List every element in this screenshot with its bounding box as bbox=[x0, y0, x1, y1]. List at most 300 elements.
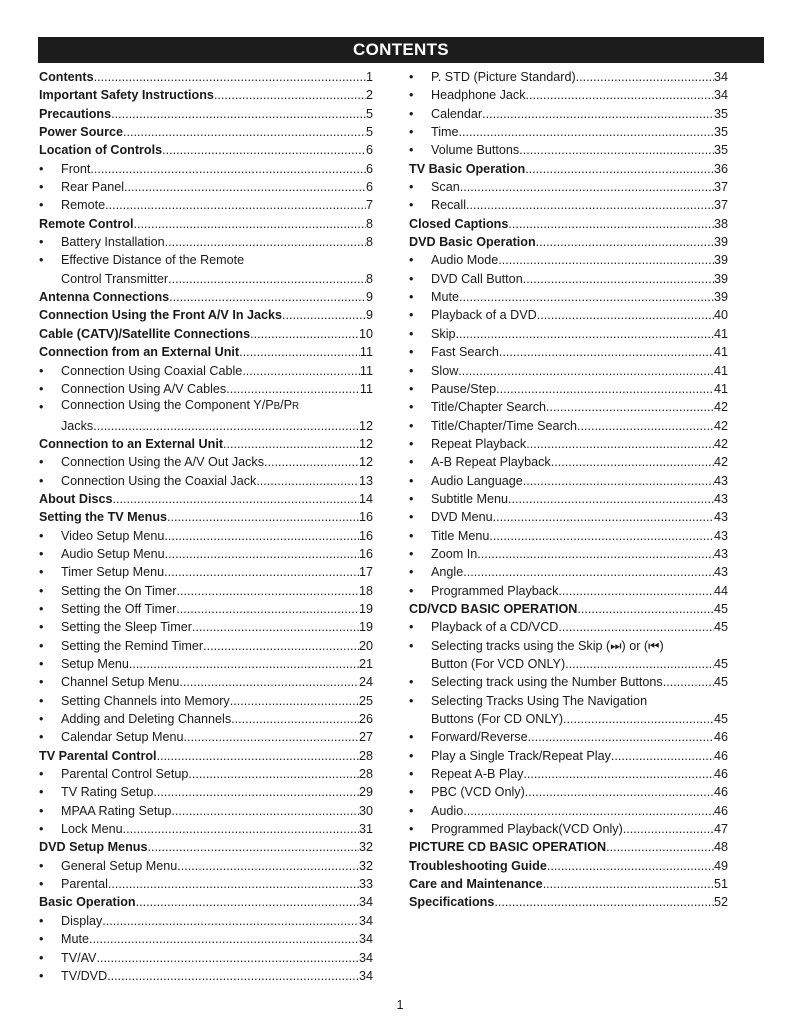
entry-title: P. STD (Picture Standard) bbox=[431, 70, 576, 84]
toc-heading[interactable] bbox=[39, 105, 373, 123]
dot-leader bbox=[147, 838, 359, 856]
toc-entry[interactable] bbox=[409, 820, 728, 838]
skip-next-icon: ⏭ bbox=[610, 638, 622, 653]
toc-heading[interactable] bbox=[39, 435, 373, 453]
toc-heading[interactable] bbox=[39, 86, 373, 104]
toc-entry[interactable] bbox=[409, 637, 728, 655]
dot-leader bbox=[463, 802, 714, 820]
dot-leader bbox=[239, 343, 360, 361]
bullet-marker: • bbox=[409, 381, 414, 396]
entry-title: Connection Using the Front A/V In Jacks bbox=[39, 308, 283, 323]
bullet-marker: • bbox=[409, 88, 414, 103]
bullet-marker: • bbox=[39, 968, 44, 983]
dot-leader bbox=[167, 508, 359, 526]
bullet-marker: • bbox=[39, 693, 44, 708]
toc-entry[interactable] bbox=[39, 527, 373, 545]
toc-entry[interactable] bbox=[39, 802, 373, 820]
entry-page-number: 34 bbox=[358, 913, 373, 928]
toc-entry[interactable] bbox=[409, 435, 728, 453]
entry-title: Connection to an External Unit bbox=[39, 436, 224, 451]
toc-entry[interactable] bbox=[39, 967, 373, 985]
toc-entry[interactable] bbox=[409, 453, 728, 471]
entry-page-number: 42 bbox=[713, 400, 728, 415]
dot-leader bbox=[184, 728, 359, 746]
entry-title: TV/DVD bbox=[61, 968, 108, 983]
bullet-marker: • bbox=[39, 767, 44, 782]
bullet-marker: • bbox=[39, 950, 44, 965]
entry-page-number: 12 bbox=[358, 418, 373, 433]
entry-page-number: 8 bbox=[365, 235, 373, 250]
toc-entry[interactable] bbox=[409, 251, 728, 269]
entry-title: Timer Setup Menu bbox=[61, 565, 165, 580]
dot-leader bbox=[577, 417, 714, 435]
toc-entry[interactable] bbox=[409, 105, 728, 123]
toc-heading[interactable] bbox=[39, 123, 373, 141]
entry-title: Channel Setup Menu bbox=[61, 675, 180, 690]
entry-title: Important Safety Instructions bbox=[39, 88, 214, 103]
toc-entry[interactable] bbox=[409, 802, 728, 820]
entry-title: TV Basic Operation bbox=[409, 161, 526, 176]
entry-title-text: ) bbox=[659, 638, 664, 653]
dot-leader bbox=[611, 747, 714, 765]
entry-page-number: 45 bbox=[713, 620, 728, 635]
entry-page-number: 42 bbox=[713, 455, 728, 470]
entry-page-number: 7 bbox=[365, 198, 373, 213]
dot-leader bbox=[112, 490, 359, 508]
bullet-marker: • bbox=[409, 345, 414, 360]
toc-heading[interactable] bbox=[409, 838, 728, 856]
dot-leader bbox=[489, 527, 714, 545]
entry-title: DVD Basic Operation bbox=[409, 235, 536, 250]
toc-heading[interactable] bbox=[409, 600, 728, 618]
toc-entry[interactable] bbox=[39, 857, 373, 875]
entry-title: Scan bbox=[431, 180, 460, 195]
bullet-marker: • bbox=[39, 803, 44, 818]
entry-title: Setting the TV Menus bbox=[39, 510, 168, 525]
entry-title: Display bbox=[61, 913, 103, 928]
entry-title: Troubleshooting Guide bbox=[409, 858, 547, 873]
entry-title: Playback of a CD/VCD bbox=[431, 620, 559, 635]
toc-entry[interactable] bbox=[409, 747, 728, 765]
dot-leader bbox=[459, 123, 714, 141]
entry-title: Repeat Playback bbox=[431, 436, 527, 451]
entry-page-number: 28 bbox=[358, 748, 373, 763]
entry-page-number: 41 bbox=[713, 345, 728, 360]
entry-page-number: 6 bbox=[365, 161, 373, 176]
entry-page-number: 25 bbox=[358, 693, 373, 708]
dot-leader bbox=[188, 765, 359, 783]
toc-entry[interactable] bbox=[409, 655, 728, 673]
entry-page-number: 6 bbox=[365, 180, 373, 195]
entry-page-number: 16 bbox=[358, 510, 373, 525]
entry-page-number: 39 bbox=[713, 235, 728, 250]
dot-leader bbox=[223, 435, 359, 453]
toc-heading[interactable] bbox=[39, 141, 373, 159]
entry-page-number: 39 bbox=[713, 290, 728, 305]
entry-title: Calendar bbox=[431, 106, 483, 121]
entry-page-number: 46 bbox=[713, 803, 728, 818]
dot-leader bbox=[282, 306, 366, 324]
entry-title: Setting Channels into Memory bbox=[61, 693, 230, 708]
entry-title: Basic Operation bbox=[39, 895, 136, 910]
entry-page-number: 9 bbox=[365, 290, 373, 305]
toc-entry[interactable] bbox=[409, 306, 728, 324]
entry-title: Connection Using A/V Cables bbox=[61, 381, 227, 396]
toc-entry[interactable] bbox=[409, 288, 728, 306]
entry-title: Programmed Playback bbox=[431, 583, 559, 598]
toc-heading[interactable] bbox=[409, 215, 728, 233]
entry-title: Setting the On Timer bbox=[61, 583, 177, 598]
entry-page-number: 30 bbox=[358, 803, 373, 818]
toc-entry[interactable] bbox=[39, 453, 373, 471]
toc-entry[interactable] bbox=[409, 545, 728, 563]
entry-title: Location of Controls bbox=[39, 143, 163, 158]
entry-page-number: 18 bbox=[358, 583, 373, 598]
dot-leader bbox=[136, 893, 359, 911]
entry-title: Title/Chapter Search bbox=[431, 400, 547, 415]
entry-page-number: 39 bbox=[713, 253, 728, 268]
toc-entry[interactable] bbox=[39, 618, 373, 636]
dot-leader bbox=[526, 435, 714, 453]
toc-entry[interactable] bbox=[39, 673, 373, 691]
bullet-marker: • bbox=[409, 363, 414, 378]
entry-title: Battery Installation bbox=[61, 235, 165, 250]
toc-entry[interactable] bbox=[39, 417, 373, 435]
bullet-marker: • bbox=[39, 785, 44, 800]
toc-entry[interactable] bbox=[409, 508, 728, 526]
toc-entry[interactable] bbox=[39, 637, 373, 655]
entry-page-number: 31 bbox=[358, 822, 373, 837]
entry-page-number: 41 bbox=[713, 363, 728, 378]
toc-entry[interactable] bbox=[409, 270, 728, 288]
toc-entry[interactable] bbox=[39, 160, 373, 178]
toc-entry[interactable] bbox=[39, 251, 373, 269]
entry-page-number: 33 bbox=[358, 877, 373, 892]
entry-title: Audio Mode bbox=[431, 253, 499, 268]
entry-page-number: 21 bbox=[358, 657, 373, 671]
toc-entry[interactable] bbox=[409, 472, 728, 490]
bullet-marker: • bbox=[39, 657, 44, 671]
entry-page-number: 34 bbox=[358, 968, 373, 983]
entry-page-number: 5 bbox=[365, 106, 373, 121]
bullet-marker: • bbox=[39, 858, 44, 873]
entry-title: Play a Single Track/Repeat Play bbox=[431, 748, 611, 763]
bullet-marker: • bbox=[39, 546, 44, 561]
toc-entry[interactable] bbox=[409, 710, 728, 728]
toc-right-column bbox=[409, 68, 728, 912]
bullet-marker: • bbox=[39, 932, 44, 947]
toc-entry[interactable] bbox=[39, 398, 373, 416]
entry-title: Mute bbox=[431, 290, 459, 305]
bullet-marker: • bbox=[409, 290, 414, 305]
entry-page-number: 49 bbox=[713, 858, 728, 873]
entry-page-number: 13 bbox=[358, 473, 373, 488]
dot-leader bbox=[482, 105, 714, 123]
entry-page-number: 35 bbox=[713, 125, 728, 140]
bullet-marker: • bbox=[39, 235, 44, 250]
toc-heading[interactable] bbox=[39, 215, 373, 233]
entry-page-number: 12 bbox=[358, 436, 373, 451]
dot-leader bbox=[523, 765, 714, 783]
entry-title: Pause/Step bbox=[431, 381, 497, 396]
bullet-marker: • bbox=[409, 198, 414, 213]
entry-page-number: 12 bbox=[358, 455, 373, 470]
bullet-marker: • bbox=[409, 143, 414, 158]
toc-entry[interactable] bbox=[409, 417, 728, 435]
bullet-marker: • bbox=[39, 161, 44, 176]
toc-entry[interactable] bbox=[409, 196, 728, 214]
toc-entry[interactable] bbox=[39, 949, 373, 967]
toc-entry[interactable] bbox=[409, 765, 728, 783]
entry-page-number: 19 bbox=[358, 620, 373, 635]
dot-leader bbox=[498, 251, 714, 269]
bullet-marker: • bbox=[39, 400, 44, 415]
entry-page-number: 46 bbox=[713, 748, 728, 763]
bullet-marker: • bbox=[409, 308, 414, 323]
toc-heading[interactable] bbox=[39, 747, 373, 765]
bullet-marker: • bbox=[39, 712, 44, 727]
entry-page-number: 46 bbox=[713, 767, 728, 782]
dot-leader bbox=[157, 747, 359, 765]
toc-entry[interactable] bbox=[409, 692, 728, 710]
toc-entry[interactable] bbox=[409, 618, 728, 636]
bullet-marker: • bbox=[409, 693, 414, 708]
toc-entry[interactable] bbox=[409, 673, 728, 691]
entry-title: Connection from an External Unit bbox=[39, 345, 240, 360]
dot-leader bbox=[214, 86, 366, 104]
entry-title: Playback of a DVD bbox=[431, 308, 537, 323]
toc-entry[interactable] bbox=[409, 141, 728, 159]
toc-heading[interactable] bbox=[39, 490, 373, 508]
toc-entry[interactable] bbox=[409, 728, 728, 746]
bullet-marker: • bbox=[409, 125, 414, 140]
toc-heading[interactable] bbox=[39, 288, 373, 306]
toc-entry[interactable] bbox=[39, 765, 373, 783]
dot-leader bbox=[558, 618, 714, 636]
toc-heading[interactable] bbox=[409, 893, 728, 911]
dot-leader bbox=[164, 527, 359, 545]
toc-entry[interactable] bbox=[39, 472, 373, 490]
bullet-marker: • bbox=[409, 106, 414, 121]
toc-entry[interactable] bbox=[409, 343, 728, 361]
toc-entry[interactable] bbox=[39, 655, 373, 673]
entry-title: Remote Control bbox=[39, 216, 134, 231]
entry-title: Setting the Remind Timer bbox=[61, 638, 204, 653]
toc-heading[interactable] bbox=[39, 325, 373, 343]
entry-page-number: 35 bbox=[713, 143, 728, 158]
toc-heading[interactable] bbox=[409, 857, 728, 875]
toc-heading[interactable] bbox=[39, 343, 373, 361]
toc-entry[interactable] bbox=[409, 68, 728, 86]
entry-page-number: 34 bbox=[358, 932, 373, 947]
dot-leader bbox=[93, 417, 359, 435]
bullet-marker: • bbox=[39, 601, 44, 616]
dot-leader bbox=[102, 912, 359, 930]
bullet-marker: • bbox=[409, 510, 414, 525]
entry-title: Specifications bbox=[409, 895, 495, 910]
bullet-marker: • bbox=[409, 253, 414, 268]
toc-entry[interactable] bbox=[39, 875, 373, 893]
entry-title-text: Selecting tracks using the Skip ( bbox=[431, 638, 611, 653]
entry-title: Programmed Playback(VCD Only) bbox=[431, 822, 623, 837]
toc-entry[interactable] bbox=[39, 233, 373, 251]
entry-title: Connection Using the Coaxial Jack bbox=[61, 473, 257, 488]
toc-entry[interactable] bbox=[409, 362, 728, 380]
toc-entry[interactable] bbox=[409, 398, 728, 416]
entry-page-number: 8 bbox=[365, 271, 373, 286]
toc-entry[interactable] bbox=[39, 582, 373, 600]
dot-leader bbox=[165, 233, 366, 251]
dot-leader bbox=[499, 343, 714, 361]
bullet-marker: • bbox=[409, 565, 414, 580]
entry-page-number: 43 bbox=[713, 528, 728, 543]
entry-title: DVD Menu bbox=[431, 510, 493, 525]
dot-leader bbox=[551, 453, 714, 471]
entry-page-number: 26 bbox=[358, 712, 373, 727]
bullet-marker: • bbox=[409, 620, 414, 635]
entry-page-number: 32 bbox=[358, 840, 373, 855]
toc-entry[interactable] bbox=[39, 600, 373, 618]
entry-title: TV Rating Setup bbox=[61, 785, 154, 800]
subscript-r: R bbox=[292, 401, 300, 413]
toc-entry[interactable] bbox=[409, 490, 728, 508]
entry-title-text: Connection Using the Component Y/P bbox=[61, 398, 274, 413]
dot-leader bbox=[526, 86, 714, 104]
bullet-marker: • bbox=[409, 822, 414, 837]
entry-title: Cable (CATV)/Satellite Connections bbox=[39, 326, 251, 341]
dot-leader bbox=[547, 857, 714, 875]
entry-title: Parental Control Setup bbox=[61, 767, 189, 782]
toc-entry[interactable] bbox=[39, 783, 373, 801]
toc-entry[interactable] bbox=[39, 912, 373, 930]
toc-entry[interactable] bbox=[39, 196, 373, 214]
dot-leader bbox=[133, 215, 366, 233]
bullet-marker: • bbox=[409, 785, 414, 800]
skip-previous-icon: ⏮ bbox=[648, 638, 660, 653]
bullet-marker: • bbox=[409, 418, 414, 433]
entry-page-number: 5 bbox=[365, 125, 373, 140]
dot-leader bbox=[606, 838, 714, 856]
toc-entry[interactable] bbox=[39, 362, 373, 380]
bullet-marker: • bbox=[409, 436, 414, 451]
entry-title: Remote bbox=[61, 198, 106, 213]
toc-heading[interactable] bbox=[39, 508, 373, 526]
entry-page-number: 51 bbox=[713, 877, 728, 892]
entry-page-number: 14 bbox=[358, 491, 373, 506]
bullet-marker: • bbox=[409, 528, 414, 543]
bullet-marker: • bbox=[409, 803, 414, 818]
entry-page-number: 36 bbox=[713, 161, 728, 176]
dot-leader bbox=[179, 673, 359, 691]
entry-page-number: 41 bbox=[713, 381, 728, 396]
toc-entry[interactable] bbox=[409, 582, 728, 600]
toc-heading[interactable] bbox=[409, 233, 728, 251]
bullet-marker: • bbox=[39, 877, 44, 892]
entry-title bbox=[431, 637, 664, 655]
entry-title: Fast Search bbox=[431, 345, 499, 360]
toc-heading[interactable] bbox=[39, 838, 373, 856]
dot-leader bbox=[169, 288, 366, 306]
bullet-marker: • bbox=[39, 180, 44, 195]
bullet-marker: • bbox=[409, 70, 414, 84]
entry-title: Connection Using Coaxial Cable bbox=[61, 363, 243, 378]
toc-entry[interactable] bbox=[39, 270, 373, 288]
toc-entry[interactable] bbox=[39, 710, 373, 728]
entry-title: Selecting Tracks Using The Navigation bbox=[431, 693, 648, 708]
toc-heading[interactable] bbox=[409, 875, 728, 893]
dot-leader bbox=[523, 270, 714, 288]
dot-leader bbox=[90, 160, 366, 178]
entry-title: MPAA Rating Setup bbox=[61, 803, 172, 818]
entry-page-number: 41 bbox=[713, 326, 728, 341]
entry-title: Rear Panel bbox=[61, 180, 125, 195]
toc-heading[interactable] bbox=[39, 893, 373, 911]
entry-title: A-B Repeat Playback bbox=[431, 455, 551, 470]
dot-leader bbox=[164, 563, 359, 581]
dot-leader bbox=[123, 820, 359, 838]
entry-page-number: 29 bbox=[358, 785, 373, 800]
entry-title: PBC (VCD Only) bbox=[431, 785, 525, 800]
dot-leader bbox=[168, 270, 366, 288]
entry-page-number: 35 bbox=[713, 106, 728, 121]
toc-entry[interactable] bbox=[409, 123, 728, 141]
toc-entry[interactable] bbox=[39, 563, 373, 581]
dot-leader bbox=[89, 930, 359, 948]
dot-leader bbox=[242, 362, 360, 380]
entry-page-number: 48 bbox=[713, 840, 728, 855]
dot-leader bbox=[508, 215, 714, 233]
bullet-marker: • bbox=[39, 528, 44, 543]
dot-leader bbox=[458, 362, 714, 380]
toc-entry[interactable] bbox=[409, 563, 728, 581]
bullet-marker: • bbox=[409, 326, 414, 341]
toc-entry[interactable] bbox=[409, 178, 728, 196]
dot-leader bbox=[558, 582, 714, 600]
dot-leader bbox=[177, 582, 359, 600]
entry-title: Contents bbox=[39, 70, 94, 84]
bullet-marker: • bbox=[39, 638, 44, 653]
entry-title bbox=[61, 396, 299, 416]
bullet-marker: • bbox=[39, 381, 44, 396]
toc-entry[interactable] bbox=[39, 545, 373, 563]
toc-entry[interactable] bbox=[409, 783, 728, 801]
entry-title: Front bbox=[61, 161, 91, 176]
toc-heading[interactable] bbox=[39, 306, 373, 324]
entry-title: Lock Menu bbox=[61, 822, 123, 837]
entry-title: Control Transmitter bbox=[61, 271, 169, 286]
toc-entry[interactable] bbox=[409, 527, 728, 545]
entry-page-number: 52 bbox=[713, 895, 728, 910]
toc-entry[interactable] bbox=[39, 728, 373, 746]
toc-heading[interactable] bbox=[409, 160, 728, 178]
toc-heading[interactable] bbox=[39, 68, 373, 86]
toc-entry[interactable] bbox=[39, 820, 373, 838]
toc-entry[interactable] bbox=[39, 930, 373, 948]
entry-page-number: 34 bbox=[358, 950, 373, 965]
bullet-marker: • bbox=[39, 620, 44, 635]
entry-page-number: 11 bbox=[359, 345, 373, 360]
toc-entry[interactable] bbox=[409, 380, 728, 398]
toc-entry[interactable] bbox=[39, 692, 373, 710]
entry-page-number: 43 bbox=[713, 546, 728, 561]
entry-page-number: 34 bbox=[713, 70, 728, 84]
entry-page-number: 45 bbox=[713, 675, 728, 690]
toc-entry[interactable] bbox=[409, 325, 728, 343]
toc-entry[interactable] bbox=[409, 86, 728, 104]
dot-leader bbox=[477, 545, 714, 563]
toc-entry[interactable] bbox=[39, 178, 373, 196]
dot-leader bbox=[494, 893, 714, 911]
